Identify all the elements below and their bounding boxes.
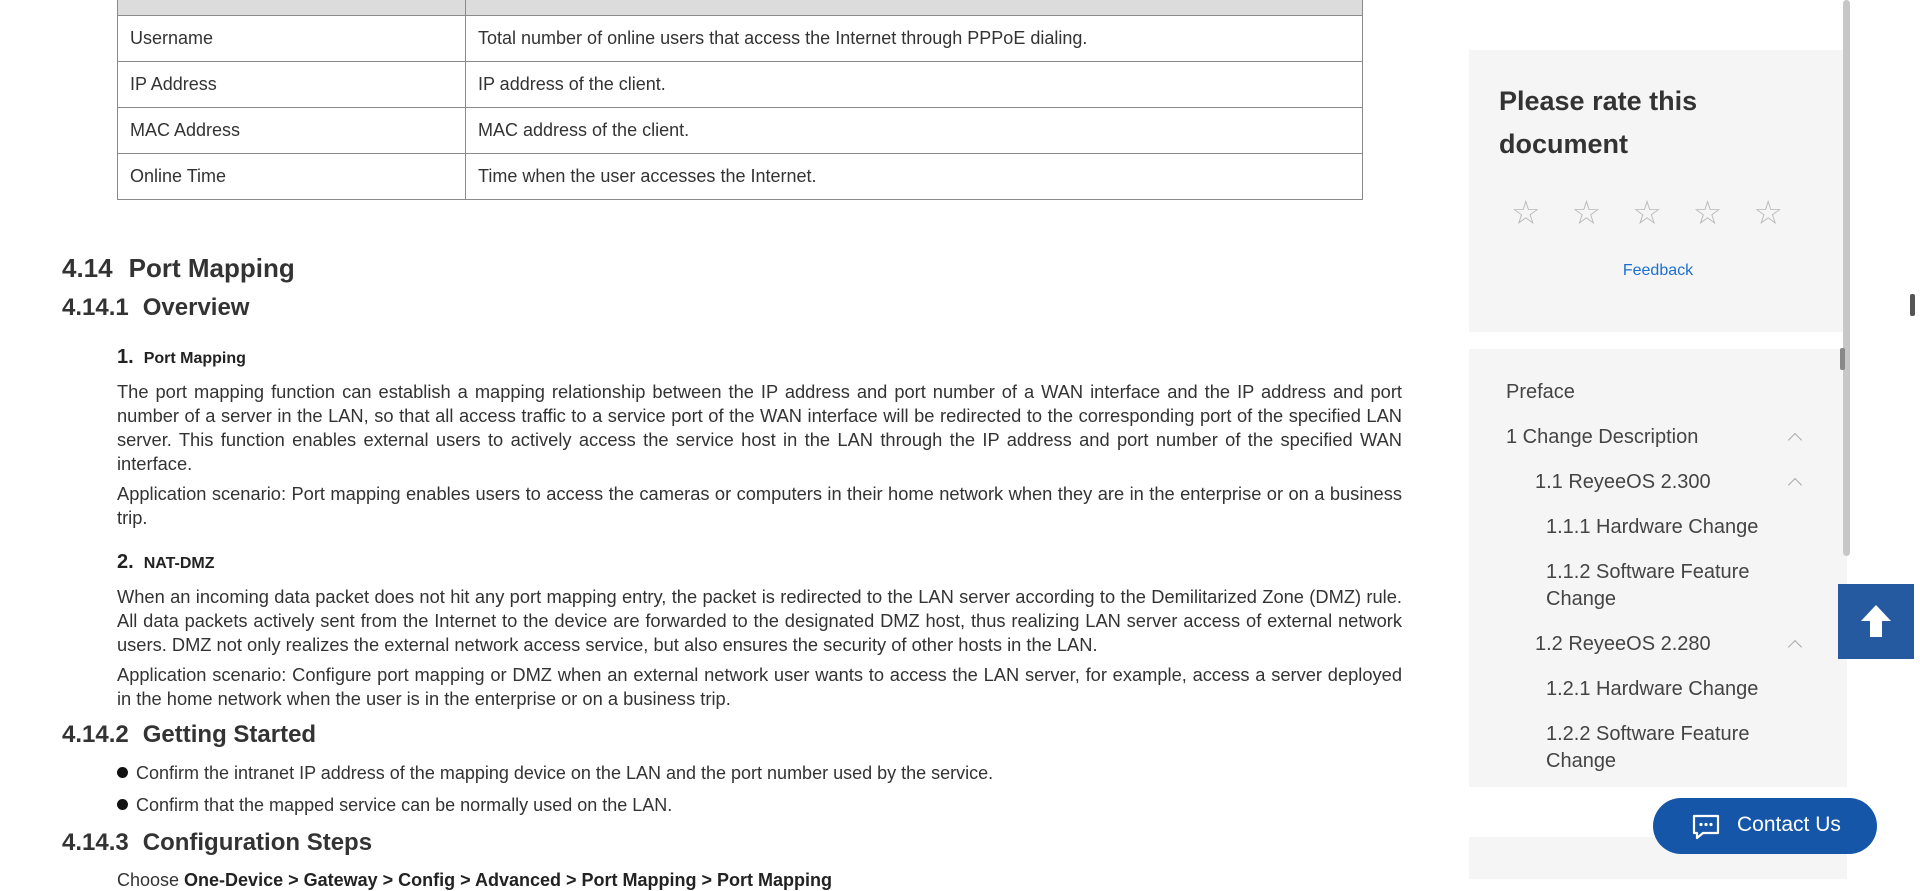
- menu-path-prefix: Choose: [117, 870, 185, 890]
- menu-path: [117, 870, 832, 891]
- panel-scroll-thumb[interactable]: [1840, 348, 1845, 370]
- feedback-link[interactable]: Feedback: [1622, 262, 1694, 279]
- star-icon[interactable]: ☆: [1632, 194, 1662, 231]
- table-row: [118, 16, 1363, 62]
- toc-item-software-feature-change[interactable]: 1.1.2 Software Feature Change: [1546, 561, 1750, 610]
- rating-card: [1469, 50, 1847, 332]
- param-name: Username: [118, 16, 466, 62]
- param-name: Online Time: [118, 154, 466, 200]
- table-row: [118, 62, 1363, 108]
- item-title: Port Mapping: [143, 350, 246, 367]
- chevron-up-icon[interactable]: [1788, 638, 1800, 650]
- back-to-top-button[interactable]: [1838, 584, 1914, 659]
- toc-item-software-feature-change[interactable]: 1.2.2 Software Feature Change: [1546, 723, 1750, 772]
- param-name: MAC Address: [118, 108, 466, 154]
- toc-scrollbar[interactable]: [1843, 0, 1850, 556]
- section-title: Port Mapping: [128, 253, 295, 283]
- toc-item-preface[interactable]: Preface: [1506, 381, 1575, 403]
- toc-item-hardware-change[interactable]: 1.2.1 Hardware Change: [1546, 678, 1759, 700]
- subsection-title: Configuration Steps: [142, 829, 373, 856]
- arrow-up-icon: [1860, 604, 1892, 638]
- toc-item-change-description[interactable]: 1 Change Description: [1506, 426, 1699, 448]
- bullet-icon: [117, 799, 128, 810]
- subsection-number: 4.14.2: [62, 721, 129, 748]
- chat-icon: [1691, 814, 1721, 840]
- star-rating: [1511, 196, 1783, 229]
- table-row: [118, 154, 1363, 200]
- subsection-title: Getting Started: [142, 721, 317, 748]
- param-name: IP Address: [118, 62, 466, 108]
- subsection-heading-configuration-steps: [62, 829, 372, 857]
- param-description: IP address of the client.: [466, 62, 1363, 108]
- item-title: NAT-DMZ: [143, 555, 215, 572]
- table-header-row: [118, 0, 1363, 16]
- contact-us-button[interactable]: [1653, 798, 1877, 854]
- item-number: 1.: [117, 346, 134, 368]
- param-description: MAC address of the client.: [466, 108, 1363, 154]
- port-mapping-scenario: Application scenario: Port mapping enables users to access the cameras or computers in their home network when they are in the enterprise or on a business trip.: [117, 483, 1402, 528]
- nat-dmz-scenario: Application scenario: Configure port mapping or DMZ when an external network user wants to access the LAN server, for example, access a server deployed in the home network when the user is in the enterprise or on a business trip.: [117, 664, 1402, 709]
- bullet-text: Confirm the intranet IP address of the mapping device on the LAN and the port number used by the service.: [136, 763, 994, 783]
- parameter-table: [117, 0, 1363, 200]
- star-icon[interactable]: ☆: [1511, 194, 1541, 231]
- section-heading: [62, 253, 295, 284]
- nat-dmz-description: When an incoming data packet does not hit any port mapping entry, the packet is redirected to the LAN server according to the Demilitarized Zone (DMZ) rule. All data packets actively sent from the Internet to the device are forwarded to the designated DMZ host, thus realizing LAN server access of external network users. DMZ not only realizes the external network access service, but also ensures the security of other hosts in the LAN.: [117, 586, 1402, 655]
- star-icon[interactable]: ☆: [1753, 194, 1783, 231]
- item-number: 2.: [117, 551, 134, 573]
- toc-item-hardware-change[interactable]: 1.1.1 Hardware Change: [1546, 516, 1759, 538]
- contact-us-label: Contact Us: [1737, 813, 1841, 836]
- subsection-heading-getting-started: [62, 721, 316, 749]
- star-icon[interactable]: ☆: [1692, 194, 1723, 231]
- list-item: [117, 795, 672, 816]
- item-heading-nat-dmz: [117, 551, 214, 574]
- star-icon[interactable]: ☆: [1571, 194, 1602, 231]
- section-number: 4.14: [62, 253, 113, 283]
- chevron-up-icon[interactable]: [1788, 431, 1800, 443]
- chevron-up-icon[interactable]: [1788, 476, 1800, 488]
- port-mapping-description: The port mapping function can establish a mapping relationship between the IP address and port number of a WAN interface and the IP address and port number of a server in the LAN, so that all access traffic to a service port of the WAN interface will be redirected to the corresponding port of the specified LAN server. This function enables external users to actively access the service host in the LAN through the IP address and port number of the specified WAN interface.: [117, 381, 1402, 474]
- toc-item-reyeeos-2-300[interactable]: 1.1 ReyeeOS 2.300: [1535, 471, 1711, 493]
- table-header-cell: [118, 0, 466, 16]
- menu-path-text: One-Device > Gateway > Config > Advanced > Port Mapping > Port Mapping: [184, 870, 833, 890]
- param-description: Total number of online users that access the Internet through PPPoE dialing.: [466, 16, 1363, 62]
- rating-title: Please rate this document: [1499, 86, 1698, 159]
- subsection-number: 4.14.3: [62, 829, 129, 856]
- list-item: [117, 763, 993, 784]
- subsection-title: Overview: [142, 294, 250, 321]
- toc-item-reyeeos-2-280[interactable]: 1.2 ReyeeOS 2.280: [1535, 633, 1711, 655]
- page-scroll-thumb[interactable]: [1910, 294, 1915, 316]
- subsection-number: 4.14.1: [62, 294, 129, 321]
- bullet-text: Confirm that the mapped service can be normally used on the LAN.: [136, 795, 673, 815]
- param-description: Time when the user accesses the Internet.: [466, 154, 1363, 200]
- table-header-cell: [466, 0, 1363, 16]
- subsection-heading-overview: [62, 294, 249, 322]
- table-of-contents: [1469, 349, 1847, 787]
- bullet-icon: [117, 767, 128, 778]
- table-row: [118, 108, 1363, 154]
- item-heading-port-mapping: [117, 346, 246, 369]
